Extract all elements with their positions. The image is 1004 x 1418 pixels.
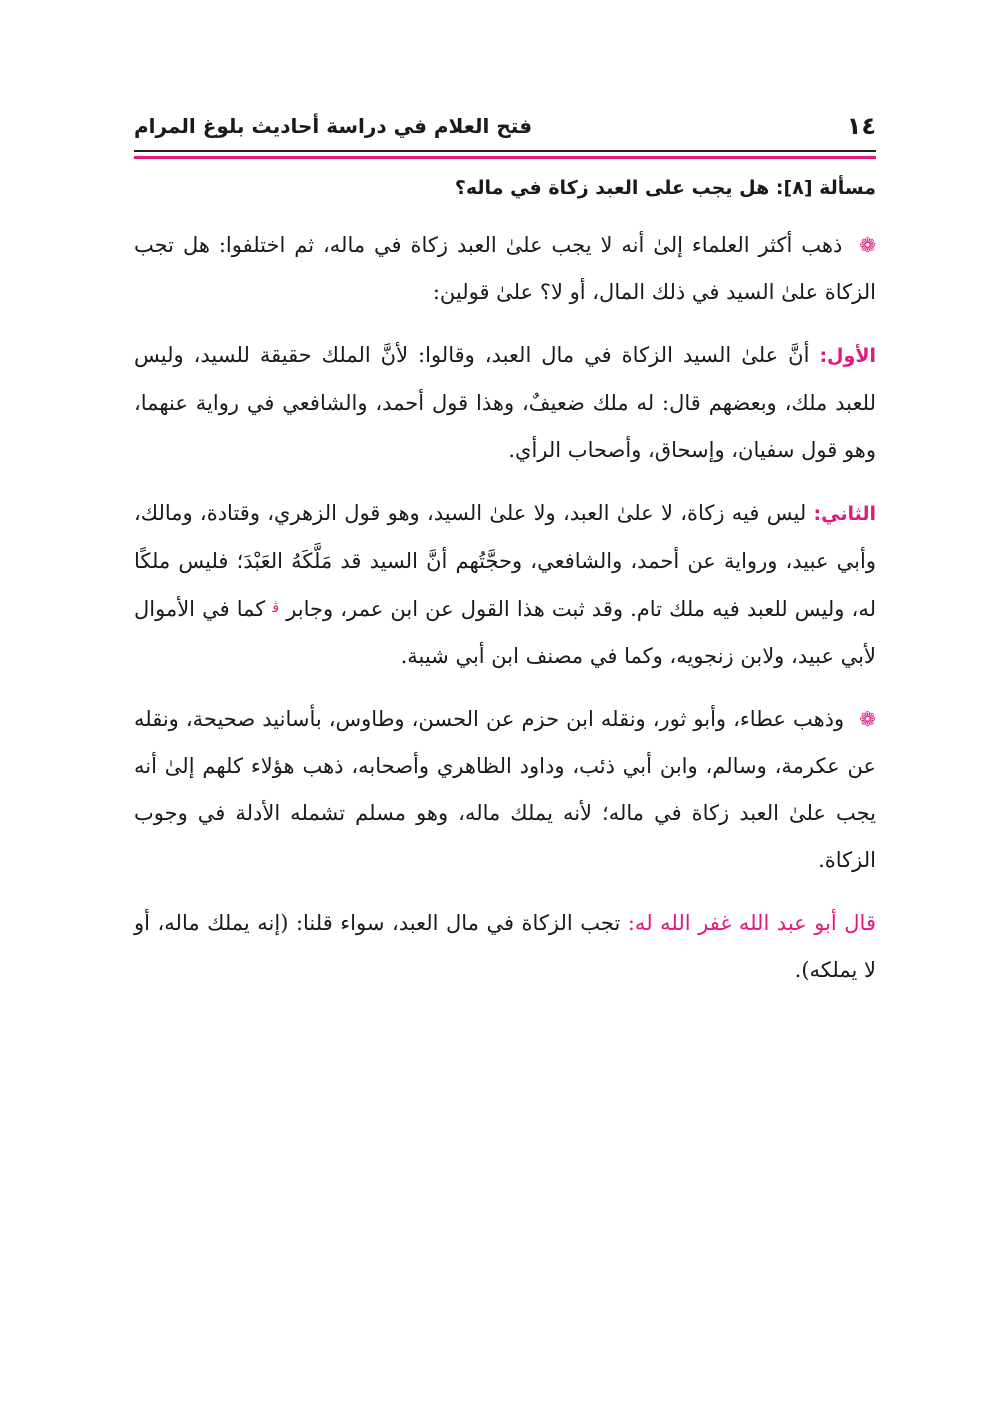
- paragraph-3: [134, 490, 876, 680]
- flower-bullet-icon: ❁: [859, 707, 876, 731]
- question-text: هل يجب على العبد زكاة في ماله؟: [454, 177, 770, 199]
- flower-bullet-icon: ❁: [859, 233, 876, 257]
- book-title: فتح العلام في دراسة أحاديث بلوغ المرام: [134, 114, 533, 138]
- paragraph-1-text: ذهب أكثر العلماء إلىٰ أنه لا يجب علىٰ العبد زكاة في ماله، ثم اختلفوا: هل تجب الزكاة علىٰ السيد في ذلك المال، أو لا؟ علىٰ قولين:: [134, 233, 876, 304]
- paragraph-3-text-after: كما في الأموال لأبي عبيد، ولابن زنجويه، وكما في مصنف ابن أبي شيبة.: [134, 597, 876, 668]
- question-heading: [134, 168, 876, 208]
- page-header: [134, 112, 876, 146]
- page-content: [134, 168, 876, 1010]
- author-attribution: قال أبو عبد الله غفر الله له:: [627, 911, 876, 935]
- paragraph-5: [134, 900, 876, 994]
- paragraph-4: [134, 696, 876, 884]
- page-number: ١٤: [846, 112, 876, 140]
- honorific-icon: ﭬ: [272, 600, 280, 616]
- first-opinion-label: الأول:: [819, 345, 876, 367]
- paragraph-2-text: أنَّ علىٰ السيد الزكاة في مال العبد، وقالوا: لأنَّ الملك حقيقة للسيد، وليس للعبد ملك، وبعضهم قال: له ملك ضعيفٌ، وهذا قول أحمد، والشافعي في رواية عنهما، وهو قول سفيان، وإسحاق، وأصحاب الرأي.: [134, 343, 876, 462]
- question-number: مسألة [٨]:: [775, 177, 876, 199]
- second-opinion-label: الثاني:: [813, 503, 876, 525]
- header-rule-black: [134, 150, 876, 152]
- paragraph-4-text: وذهب عطاء، وأبو ثور، ونقله ابن حزم عن الحسن، وطاوس، بأسانيد صحيحة، ونقله عن عكرمة، وسالم، وابن أبي ذئب، وداود الظاهري وأصحابه، ذهب هؤلاء كلهم إلىٰ أنه يجب علىٰ العبد زكاة في ماله؛ لأنه يملك ماله، وهو مسلم تشمله الأدلة في وجوب الزكاة.: [134, 707, 876, 872]
- paragraph-2: [134, 332, 876, 474]
- paragraph-3-text-before: ليس فيه زكاة، لا علىٰ العبد، ولا علىٰ السيد، وهو قول الزهري، وقتادة، ومالك، وأبي عبيد، ورواية عن أحمد، والشافعي، وحجَّتُهم أنَّ السيد قد مَلَّكَهُ العَبْدَ؛ فليس ملكًا له، وليس للعبد فيه ملك تام. وقد ثبت هذا القول عن ابن عمر، وجابر: [134, 501, 876, 621]
- header-rule-pink: [134, 156, 876, 159]
- paragraph-5-text: تجب الزكاة في مال العبد، سواء قلنا: (إنه يملك ماله، أو لا يملكه).: [134, 911, 876, 982]
- paragraph-1: [134, 222, 876, 316]
